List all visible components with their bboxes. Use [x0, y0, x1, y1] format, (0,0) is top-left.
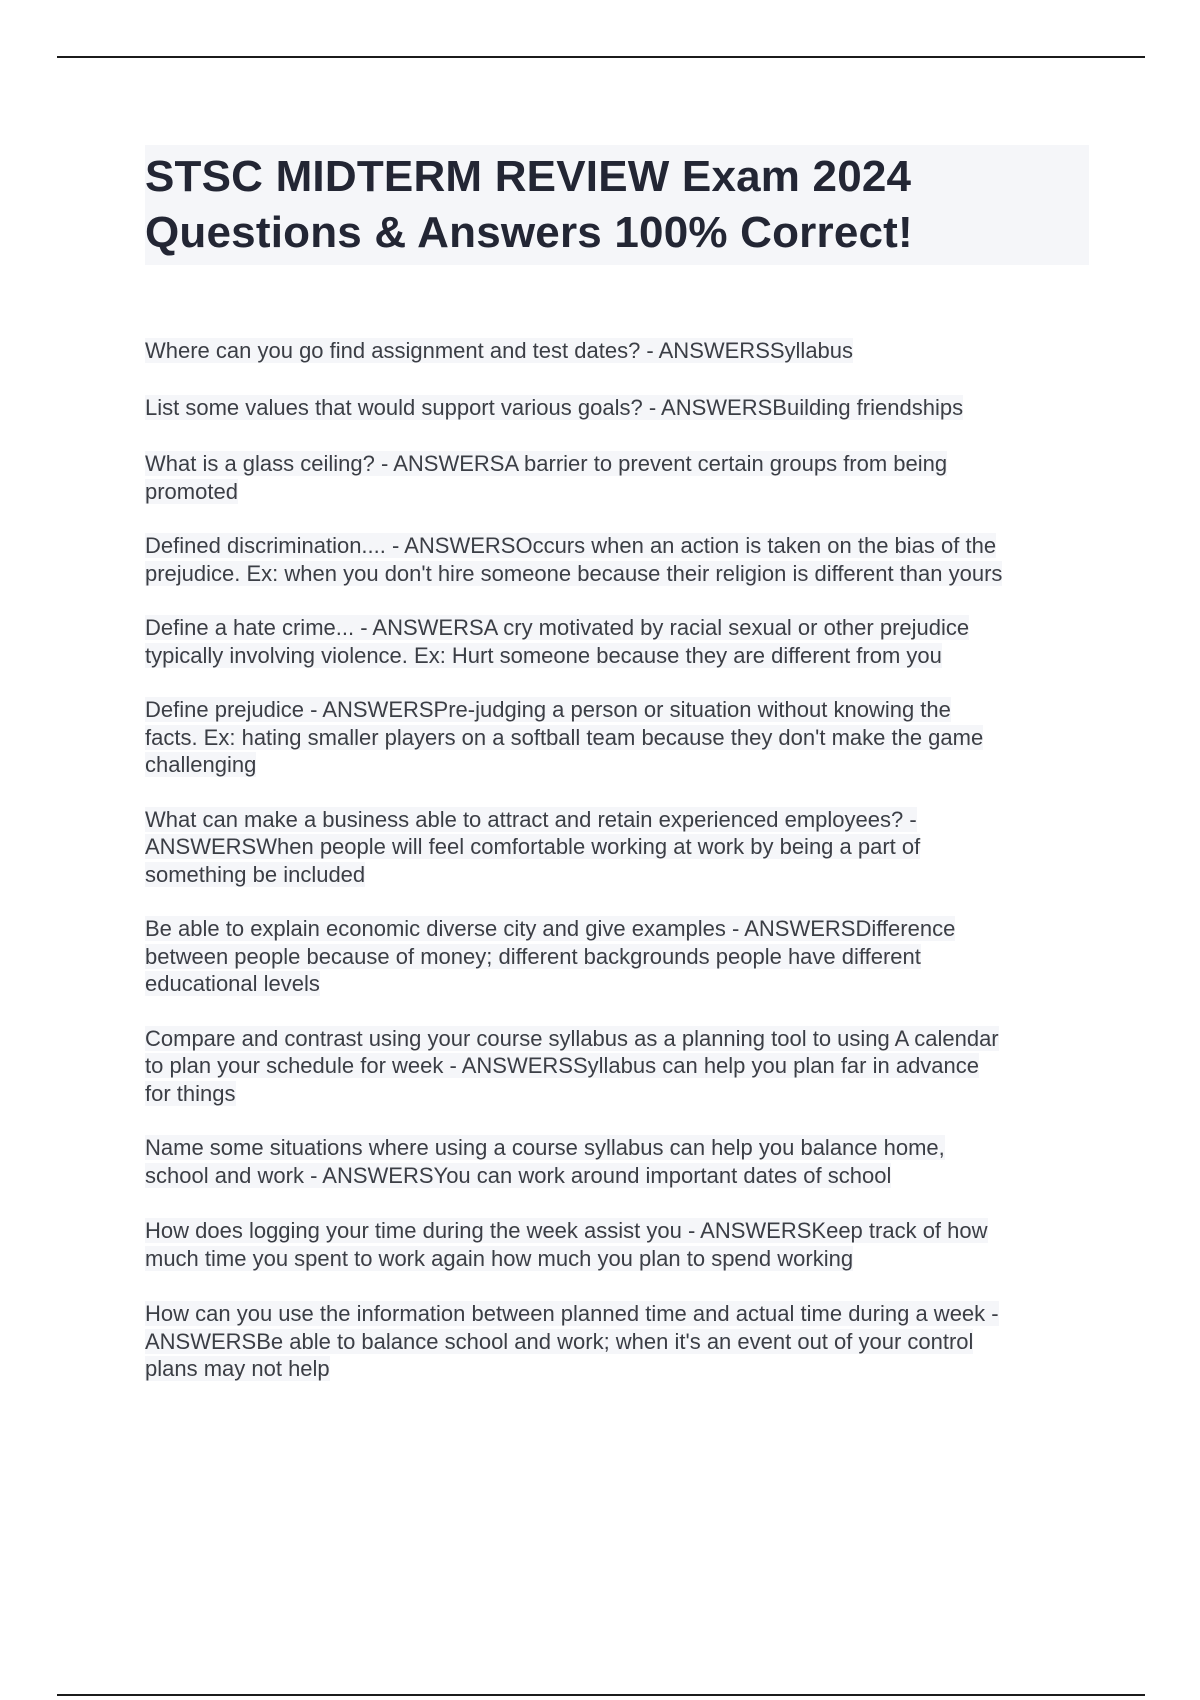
title-line: STSC MIDTERM REVIEW Exam 2024 [145, 152, 912, 201]
qa-line: much time you spent to work again how much you plan to spend working [145, 1245, 854, 1271]
qa-item [145, 614, 1095, 669]
qa-item [145, 915, 1095, 998]
bottom-rule [57, 1694, 1145, 1696]
qa-item [145, 806, 1095, 889]
qa-list [145, 337, 1095, 1383]
qa-item [145, 394, 1095, 422]
qa-item [145, 337, 1095, 365]
qa-line: typically involving violence. Ex: Hurt someone because they are different from you [145, 642, 942, 668]
qa-item [145, 532, 1095, 587]
qa-line: What can make a business able to attract and retain experienced employees? - [145, 806, 917, 832]
qa-line: educational levels [145, 971, 320, 996]
qa-item [145, 1134, 1095, 1189]
qa-line: List some values that would support various goals? - ANSWERSBuilding friendships [145, 394, 964, 420]
qa-item [145, 450, 1095, 505]
qa-item [145, 696, 1095, 779]
qa-line: ANSWERSBe able to balance school and work; when it's an event out of your control [145, 1328, 974, 1354]
qa-line: Define prejudice - ANSWERSPre-judging a person or situation without knowing the [145, 697, 951, 722]
qa-line: plans may not help [145, 1356, 330, 1381]
title-line: Questions & Answers 100% Correct! [145, 208, 913, 257]
document-title [145, 145, 1089, 265]
qa-line: ANSWERSWhen people will feel comfortable working at work by being a part of [145, 834, 921, 859]
qa-item [145, 1025, 1095, 1108]
qa-line: Defined discrimination.... - ANSWERSOccurs when an action is taken on the bias of the [145, 533, 997, 558]
qa-line: Define a hate crime... - ANSWERSA cry motivated by racial sexual or other prejudice [145, 615, 970, 640]
qa-line: for things [145, 1080, 236, 1106]
qa-line: challenging [145, 752, 257, 777]
qa-line: to plan your schedule for week - ANSWERSSyllabus can help you plan far in advance [145, 1053, 980, 1078]
qa-line: Where can you go find assignment and test dates? - ANSWERSSyllabus [145, 338, 854, 363]
qa-line: prejudice. Ex: when you don't hire someone because their religion is different than yours [145, 560, 1003, 586]
qa-line: school and work - ANSWERSYou can work around important dates of school [145, 1162, 892, 1188]
qa-line: How can you use the information between planned time and actual time during a week - [145, 1301, 999, 1326]
qa-line: something be included [145, 861, 366, 887]
qa-item [145, 1217, 1095, 1272]
qa-line: facts. Ex: hating smaller players on a softball team because they don't make the game [145, 724, 984, 750]
qa-line: Compare and contrast using your course syllabus as a planning tool to using A calendar [145, 1025, 999, 1051]
qa-item [145, 1300, 1095, 1383]
qa-line: Be able to explain economic diverse city and give examples - ANSWERSDifference [145, 916, 956, 941]
qa-line: between people because of money; different backgrounds people have different [145, 943, 921, 969]
qa-line: How does logging your time during the week assist you - ANSWERSKeep track of how [145, 1218, 988, 1243]
qa-line: promoted [145, 478, 238, 504]
qa-line: Name some situations where using a course syllabus can help you balance home, [145, 1135, 945, 1160]
top-rule [57, 56, 1145, 58]
qa-line: What is a glass ceiling? - ANSWERSA barrier to prevent certain groups from being [145, 451, 948, 476]
